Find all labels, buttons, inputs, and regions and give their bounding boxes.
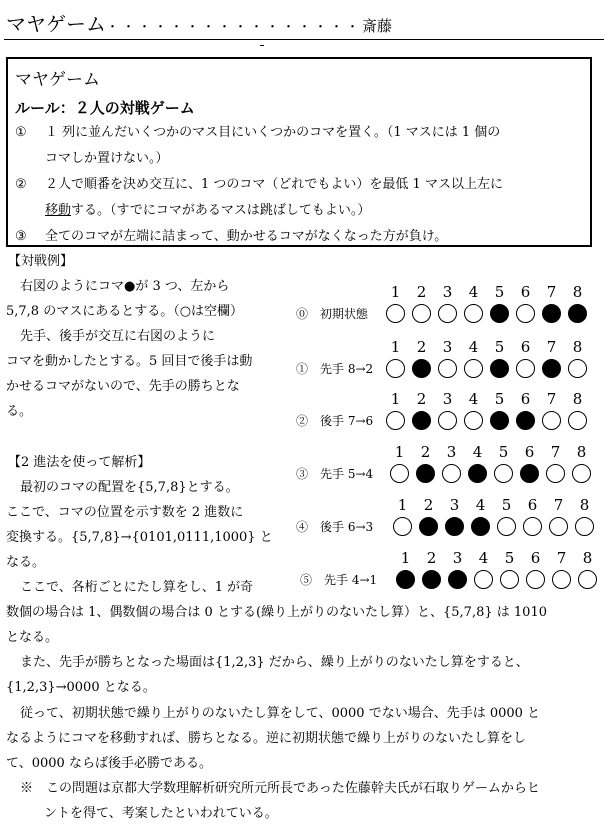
square-empty xyxy=(549,517,568,536)
rule-3-mark: ③ xyxy=(15,229,27,244)
example-line: る。 xyxy=(6,404,33,419)
board-column-number: 8 xyxy=(579,496,590,514)
binary-heading: 【2 進法を使って解析】 xyxy=(8,455,151,470)
piece-filled xyxy=(448,570,467,589)
paragraph-line: となる。 xyxy=(6,630,59,645)
square-empty xyxy=(526,570,545,589)
board-column-number: 3 xyxy=(442,390,453,408)
board-column-number: 4 xyxy=(468,390,479,408)
board-column-number: 5 xyxy=(504,549,515,567)
binary-line: 変換する。{5,7,8}→{0101,0111,1000} と xyxy=(6,530,273,545)
paragraph-line: また、先手が勝ちとなった場面は{1,2,3} だから、繰り上がりのないたし算をすると、 xyxy=(20,655,529,670)
square-empty xyxy=(578,570,597,589)
document-title xyxy=(6,8,392,37)
board-column-number: 3 xyxy=(452,549,463,567)
small-dash xyxy=(260,45,264,46)
example-line: かせるコマがないので、先手の勝ちとな xyxy=(6,379,240,394)
example-line: コマを動かしたとする。5 回目で後手は動 xyxy=(6,354,253,369)
square-empty xyxy=(390,464,409,483)
board-column-number: 6 xyxy=(520,283,531,301)
square-empty xyxy=(552,570,571,589)
piece-filled xyxy=(468,464,487,483)
board-column-number: 7 xyxy=(556,549,567,567)
board-column-number: 4 xyxy=(468,283,479,301)
note-line: ントを得て、考案したといわれている。 xyxy=(44,806,278,821)
piece-filled xyxy=(490,359,509,378)
title-leader-dots: ・・・・・・・・・・・・・・・・ xyxy=(106,20,363,35)
board-row-label: ⑤ 先手 4→1 xyxy=(300,573,378,587)
example-line: 先手、後手が交互に右図のように xyxy=(20,329,216,344)
square-empty xyxy=(568,359,587,378)
square-empty xyxy=(464,411,483,430)
board-row-label: ③ 先手 5→4 xyxy=(296,467,374,481)
board-column-number: 5 xyxy=(498,443,509,461)
header-rule xyxy=(4,39,604,40)
square-empty xyxy=(494,464,513,483)
board-column-number: 2 xyxy=(426,549,437,567)
rule-2-line-2-rest: する。（すでにコマがあるマスは跳ばしてもよい。） xyxy=(71,203,371,218)
square-empty xyxy=(438,411,457,430)
square-empty xyxy=(412,304,431,323)
board-column-number: 7 xyxy=(546,390,557,408)
note-line: ※ この問題は京都大学数理解析研究所元所長であった佐藤幹夫氏が石取りゲームからヒ xyxy=(20,781,540,796)
paragraph-line: なるようにコマを移動すれば、勝ちとなる。逆に初期状態で繰り上がりのないたし算をし xyxy=(6,731,527,746)
square-empty xyxy=(438,304,457,323)
example-heading: 【対戦例】 xyxy=(8,254,74,269)
board-column-number: 4 xyxy=(475,496,486,514)
board-column-number: 7 xyxy=(546,283,557,301)
square-empty xyxy=(442,464,461,483)
piece-filled xyxy=(412,359,431,378)
board-column-number: 7 xyxy=(550,443,561,461)
piece-filled xyxy=(490,411,509,430)
example-line: 5,7,8 のマスにあるとする。（○は空欄） xyxy=(6,304,244,319)
board-column-number: 2 xyxy=(416,390,427,408)
square-empty xyxy=(474,570,493,589)
binary-line: なる。 xyxy=(6,555,46,570)
square-empty xyxy=(438,359,457,378)
underlined-move: 移動 xyxy=(45,203,72,218)
binary-line: ここで、各桁ごとにたし算をし、1 が奇 xyxy=(20,580,254,595)
board-column-number: 8 xyxy=(582,549,593,567)
rule-2-line-2 xyxy=(45,202,370,220)
piece-filled xyxy=(396,570,415,589)
board-column-number: 6 xyxy=(527,496,538,514)
board-row-label: ② 後手 7→6 xyxy=(296,414,374,428)
rules-title: マヤゲーム xyxy=(15,70,100,90)
board-column-number: 1 xyxy=(390,283,401,301)
piece-filled xyxy=(471,517,490,536)
board-column-number: 6 xyxy=(520,338,531,356)
piece-filled xyxy=(422,570,441,589)
board-column-number: 2 xyxy=(423,496,434,514)
paragraph-line: {1,2,3}→0000 となる。 xyxy=(6,680,156,695)
board-column-number: 5 xyxy=(494,283,505,301)
square-empty xyxy=(516,359,535,378)
example-line: 右図のようにコマ●が 3 つ、左から xyxy=(20,279,230,294)
rule-1-line-2: コマしか置けない。） xyxy=(45,151,169,166)
board-column-number: 5 xyxy=(501,496,512,514)
board-column-number: 8 xyxy=(572,283,583,301)
piece-filled xyxy=(490,304,509,323)
board-column-number: 1 xyxy=(390,390,401,408)
board-column-number: 6 xyxy=(520,390,531,408)
square-empty xyxy=(516,304,535,323)
board-column-number: 4 xyxy=(472,443,483,461)
paragraph-line: て、0000 ならば後手必勝である。 xyxy=(6,756,212,771)
square-empty xyxy=(386,411,405,430)
rule-1-mark: ① xyxy=(15,125,27,140)
board-column-number: 6 xyxy=(524,443,535,461)
board-column-number: 5 xyxy=(494,390,505,408)
board-column-number: 3 xyxy=(442,338,453,356)
board-column-number: 1 xyxy=(390,338,401,356)
piece-filled xyxy=(445,517,464,536)
author-name: 斎藤 xyxy=(362,17,393,35)
rule-2-mark: ② xyxy=(15,177,27,192)
board-column-number: 8 xyxy=(572,338,583,356)
piece-filled xyxy=(520,464,539,483)
board-column-number: 5 xyxy=(494,338,505,356)
board-column-number: 3 xyxy=(449,496,460,514)
square-empty xyxy=(386,359,405,378)
board-column-number: 2 xyxy=(416,338,427,356)
board-column-number: 3 xyxy=(442,283,453,301)
paragraph-line: 数個の場合は 1、偶数個の場合は 0 とする(繰り上がりのないたし算）と、{5,7,8} は 1010 xyxy=(6,605,547,620)
square-empty xyxy=(464,304,483,323)
board-column-number: 2 xyxy=(420,443,431,461)
paragraph-line: 従って、初期状態で繰り上がりのないたし算をして、0000 でない場合、先手は 0000 と xyxy=(20,706,541,721)
board-column-number: 6 xyxy=(530,549,541,567)
board-row-label: ⓪ 初期状態 xyxy=(296,307,369,321)
square-empty xyxy=(575,517,594,536)
square-empty xyxy=(568,411,587,430)
rule-1-line-1: １ 列に並んだいくつかのマス目にいくつかのコマを置く。（1 マスには 1 個の xyxy=(45,125,501,140)
piece-filled xyxy=(542,359,561,378)
board-column-number: 7 xyxy=(553,496,564,514)
board-column-number: 3 xyxy=(446,443,457,461)
square-empty xyxy=(546,464,565,483)
square-empty xyxy=(542,411,561,430)
board-column-number: 2 xyxy=(416,283,427,301)
piece-filled xyxy=(412,411,431,430)
board-column-number: 7 xyxy=(546,338,557,356)
binary-line: ここで、コマの位置を示す数を 2 進数に xyxy=(6,505,244,520)
square-empty xyxy=(386,304,405,323)
board-column-number: 4 xyxy=(478,549,489,567)
board-row-label: ④ 後手 6→3 xyxy=(296,520,374,534)
square-empty xyxy=(497,517,516,536)
board-column-number: 8 xyxy=(576,443,587,461)
board-column-number: 1 xyxy=(400,549,411,567)
square-empty xyxy=(464,359,483,378)
piece-filled xyxy=(568,304,587,323)
rule-2-line-1: ２人で順番を決め交互に、1 つのコマ（どれでもよい）を最低 1 マス以上左に xyxy=(45,177,503,192)
title-text: マヤゲーム xyxy=(6,12,106,36)
board-column-number: 1 xyxy=(397,496,408,514)
square-empty xyxy=(500,570,519,589)
square-empty xyxy=(393,517,412,536)
piece-filled xyxy=(516,411,535,430)
board-row-label: ① 先手 8→2 xyxy=(296,362,374,376)
piece-filled xyxy=(416,464,435,483)
piece-filled xyxy=(542,304,561,323)
rule-3-line-1: 全てのコマが左端に詰まって、動かせるコマがなくなった方が負け。 xyxy=(45,229,448,244)
board-column-number: 1 xyxy=(394,443,405,461)
board-column-number: 4 xyxy=(468,338,479,356)
piece-filled xyxy=(419,517,438,536)
board-column-number: 8 xyxy=(572,390,583,408)
square-empty xyxy=(523,517,542,536)
rules-subtitle: ルール：２人の対戦ゲーム xyxy=(15,99,195,117)
square-empty xyxy=(572,464,591,483)
binary-line: 最初のコマの配置を{5,7,8}とする。 xyxy=(20,480,239,495)
